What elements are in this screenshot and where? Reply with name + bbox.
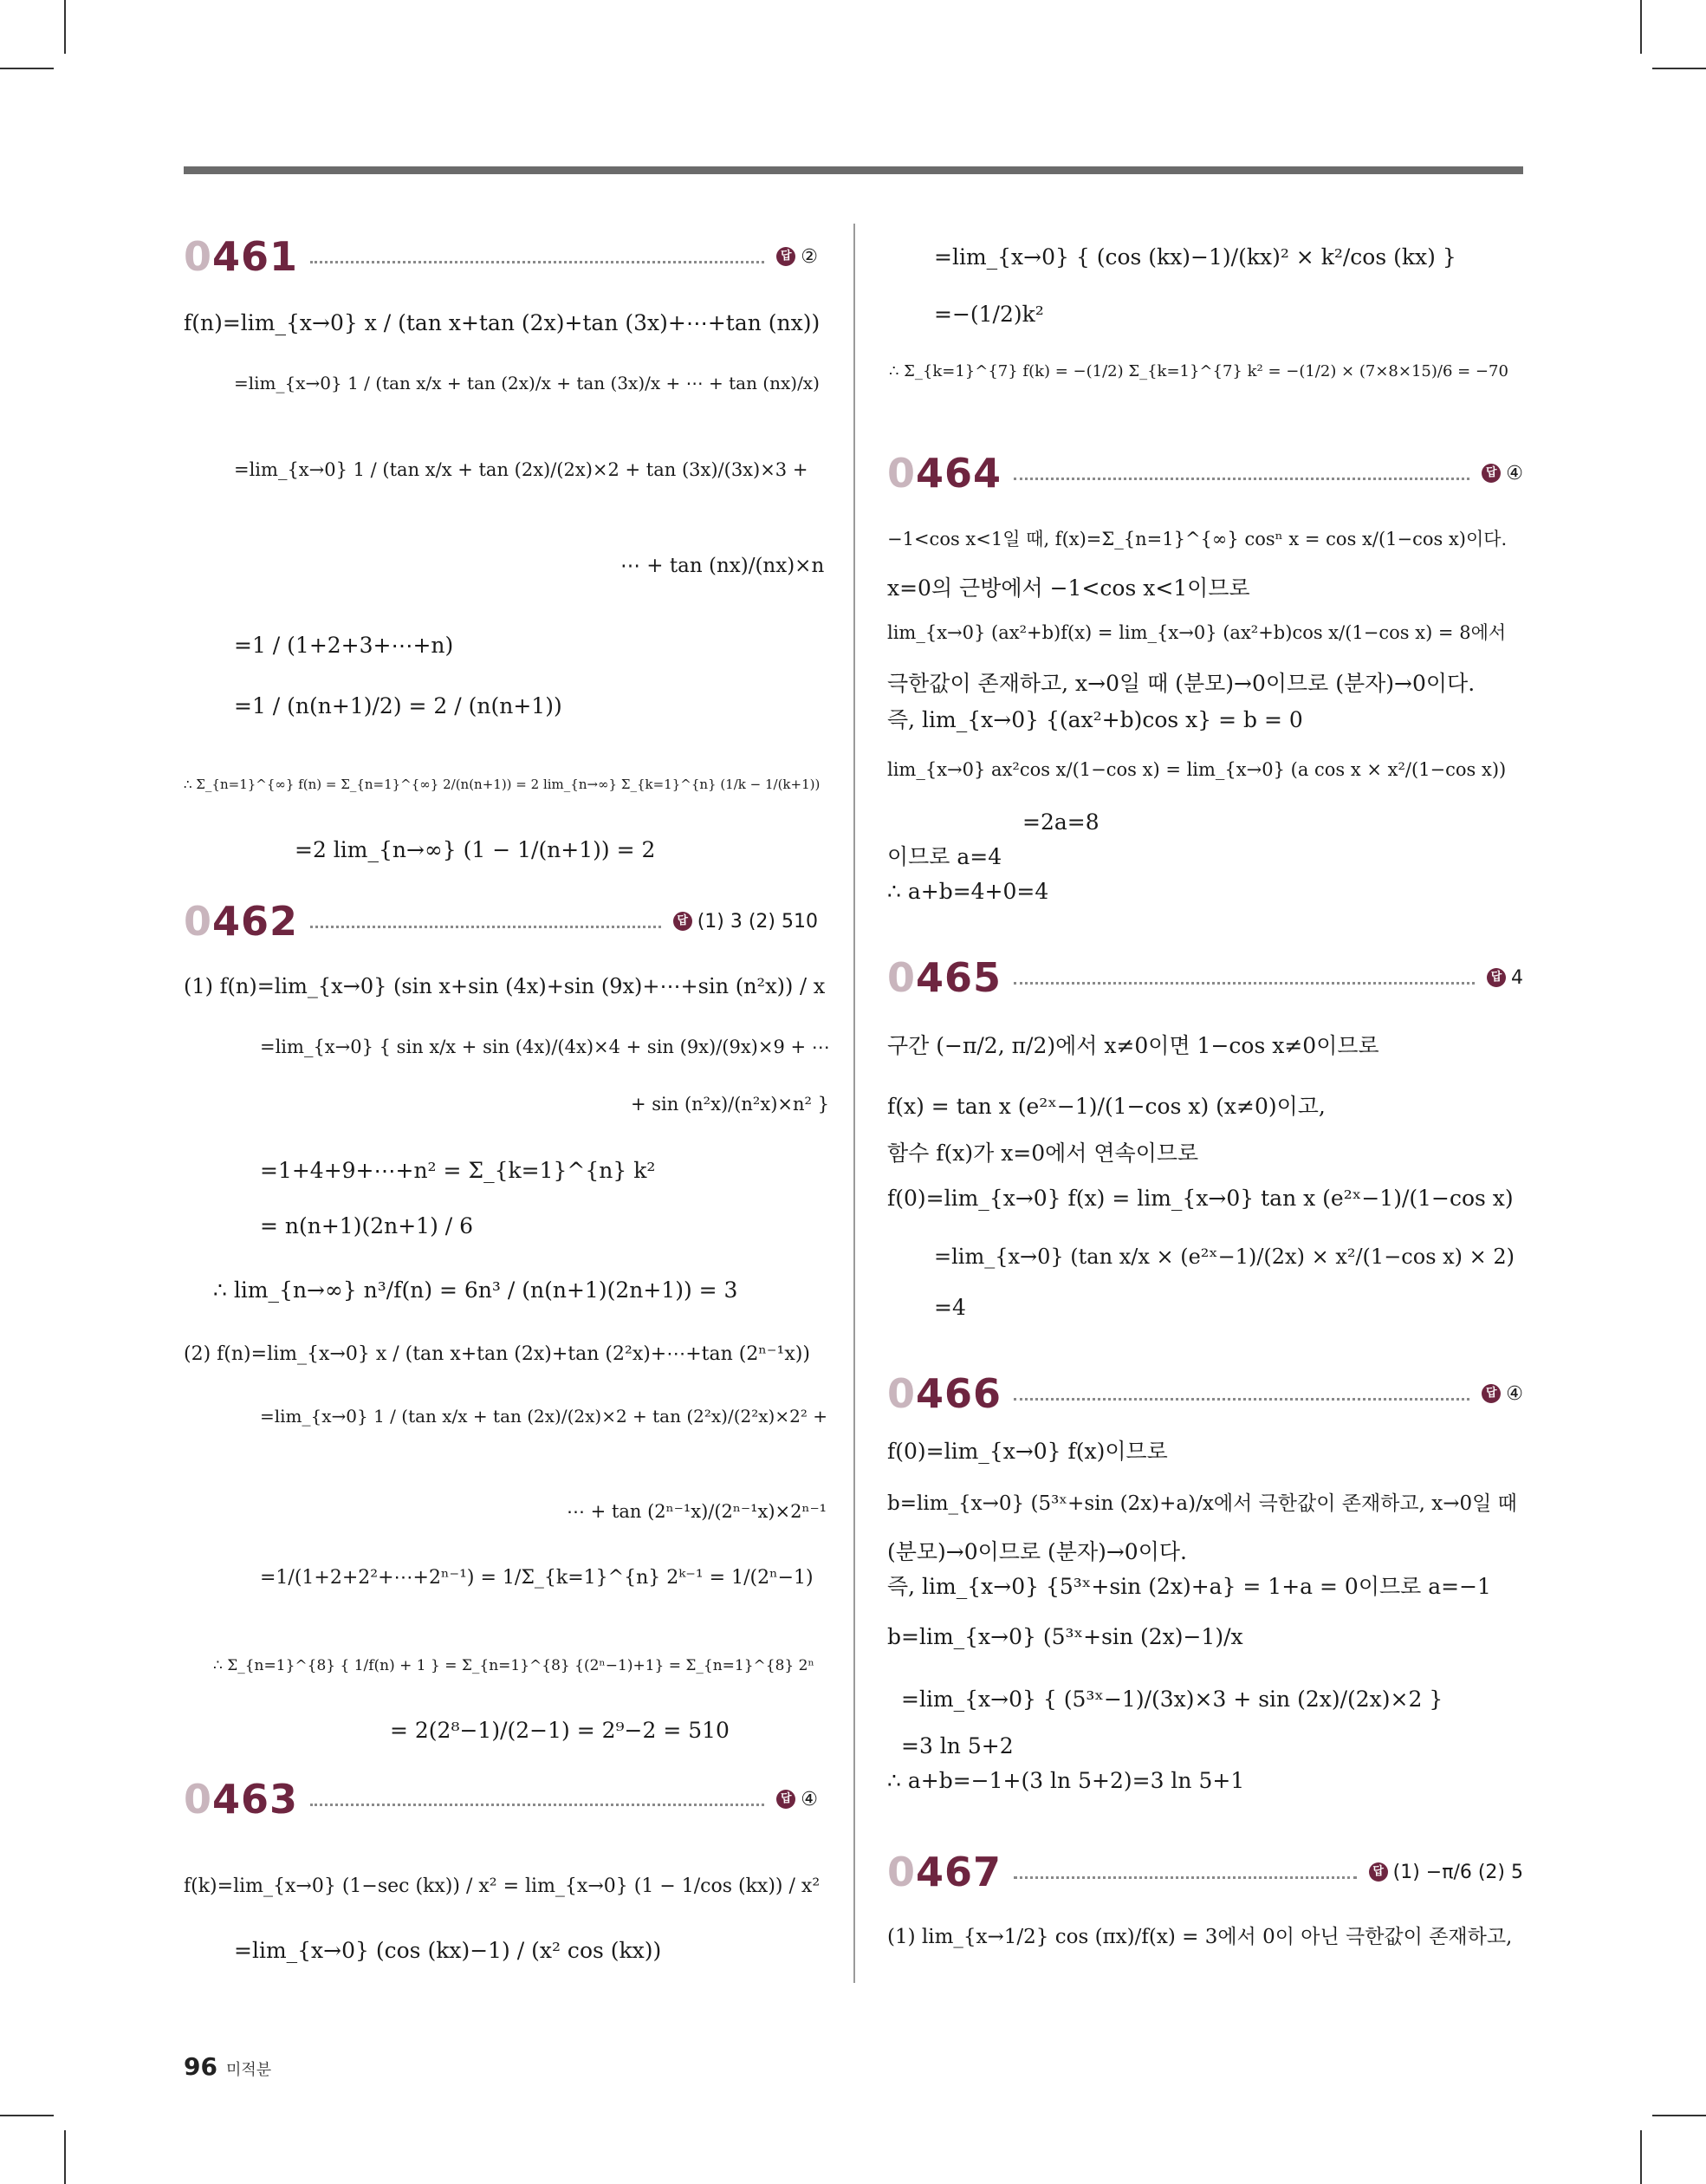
answer-icon: 답: [1482, 464, 1501, 483]
solution-line: 즉, lim_{x→0} {(ax²+b)cos x} = b = 0: [887, 707, 1303, 732]
solution-line: ∴ Σ_{k=1}^{7} f(k) = −(1/2) Σ_{k=1}^{7} k² = −(1/2) × (7×8×15)/6 = −70: [889, 362, 1508, 380]
solution-line: =−(1/2)k²: [934, 302, 1044, 327]
solution-line: (1) f(n)=lim_{x→0} (sin x+sin (4x)+sin (9x)+⋯+sin (n²x)) / x: [184, 974, 826, 998]
problem-header-0461: [184, 232, 818, 281]
crop-mark: [1640, 0, 1642, 54]
leader-dots: [1014, 1398, 1469, 1401]
solution-line: lim_{x→0} ax²cos x/(1−cos x) = lim_{x→0} (a cos x × x²/(1−cos x)): [887, 759, 1507, 780]
solution-line: =lim_{x→0} { (cos (kx)−1)/(kx)² × k²/cos (kx) }: [934, 244, 1456, 270]
problem-number: 0464: [887, 450, 1002, 497]
answer-label: [1369, 1862, 1523, 1883]
solution-line: ∴ Σ_{n=1}^{8} { 1/f(n) + 1 } = Σ_{n=1}^{8} {(2ⁿ−1)+1} = Σ_{n=1}^{8} 2ⁿ: [213, 1657, 814, 1674]
crop-mark: [0, 68, 54, 69]
crop-mark: [1640, 2130, 1642, 2184]
answer-icon: 답: [776, 247, 795, 266]
answer-label: [1482, 463, 1523, 484]
answer-label: [776, 246, 818, 268]
problem-header-0465: [887, 953, 1523, 1002]
answer-icon: 답: [776, 1790, 795, 1809]
solution-line: −1<cos x<1일 때, f(x)=Σ_{n=1}^{∞} cosⁿ x = cos x/(1−cos x)이다.: [887, 529, 1508, 549]
answer-value: ②: [801, 245, 818, 268]
problem-number: 0466: [887, 1370, 1002, 1417]
solution-line: ∴ a+b=4+0=4: [887, 879, 1049, 904]
solution-line: x=0의 근방에서 −1<cos x<1이므로: [887, 575, 1250, 601]
crop-mark: [0, 2115, 54, 2116]
solution-line: ⋯ + tan (nx)/(nx)×n: [620, 555, 825, 577]
solution-line: ∴ Σ_{n=1}^{∞} f(n) = Σ_{n=1}^{∞} 2/(n(n+1)) = 2 lim_{n→∞} Σ_{k=1}^{n} (1/k − 1/(k+1)): [184, 777, 821, 792]
page-number: 96: [184, 2052, 217, 2081]
solution-line: f(0)=lim_{x→0} f(x)이므로: [887, 1439, 1168, 1464]
leader-dots: [1014, 1876, 1357, 1879]
solution-line: =4: [934, 1295, 966, 1320]
answer-label: [1487, 967, 1523, 989]
crop-mark: [1652, 68, 1706, 69]
page-footer: [184, 2052, 271, 2081]
leader-dots: [1014, 982, 1475, 985]
solution-line: =1 / (1+2+3+⋯+n): [234, 633, 454, 658]
problem-header-0462: [184, 897, 818, 946]
solution-line: =1+4+9+⋯+n² = Σ_{k=1}^{n} k²: [260, 1158, 656, 1183]
crop-mark: [1652, 2115, 1706, 2116]
answer-value: 4: [1511, 966, 1523, 989]
answer-icon: 답: [1482, 1384, 1501, 1403]
problem-header-0463: [184, 1775, 818, 1823]
solution-line: lim_{x→0} (ax²+b)f(x) = lim_{x→0} (ax²+b)cos x/(1−cos x) = 8에서: [887, 622, 1507, 643]
header-rule: [184, 166, 1523, 174]
solution-line: =2 lim_{n→∞} (1 − 1/(n+1)) = 2: [295, 837, 656, 862]
solution-line: b=lim_{x→0} (5³ˣ+sin (2x)−1)/x: [887, 1624, 1243, 1649]
crop-mark: [64, 0, 66, 54]
problem-number: 0465: [887, 954, 1002, 1001]
subject-label: 미적분: [225, 2061, 272, 2079]
problem-header-0464: [887, 449, 1523, 497]
solution-line: f(n)=lim_{x→0} x / (tan x+tan (2x)+tan (3x)+⋯+tan (nx)): [184, 310, 821, 335]
solution-line: f(0)=lim_{x→0} f(x) = lim_{x→0} tan x (e²ˣ−1)/(1−cos x): [887, 1186, 1514, 1211]
solution-line: =lim_{x→0} 1 / (tan x/x + tan (2x)/x + tan (3x)/x + ⋯ + tan (nx)/x): [234, 373, 820, 393]
problem-number: 0463: [184, 1776, 299, 1823]
solution-line: =1/(1+2+2²+⋯+2ⁿ⁻¹) = 1/Σ_{k=1}^{n} 2ᵏ⁻¹ = 1/(2ⁿ−1): [260, 1567, 814, 1589]
leader-dots: [310, 261, 764, 263]
solution-line: =lim_{x→0} (cos (kx)−1) / (x² cos (kx)): [234, 1938, 662, 1963]
problem-number: 0462: [184, 898, 299, 945]
solution-line: 이므로 a=4: [887, 844, 1002, 869]
leader-dots: [1014, 478, 1469, 480]
answer-value: ④: [801, 1788, 818, 1810]
solution-line: (분모)→0이므로 (분자)→0이다.: [887, 1539, 1187, 1564]
solution-line: ⋯ + tan (2ⁿ⁻¹x)/(2ⁿ⁻¹x)×2ⁿ⁻¹: [567, 1501, 827, 1522]
solution-line: =lim_{x→0} { (5³ˣ−1)/(3x)×3 + sin (2x)/(2x)×2 }: [901, 1687, 1443, 1712]
solution-line: f(k)=lim_{x→0} (1−sec (kx)) / x² = lim_{x→0} (1 − 1/cos (kx)) / x²: [184, 1875, 821, 1897]
solution-line: (2) f(n)=lim_{x→0} x / (tan x+tan (2x)+tan (2²x)+⋯+tan (2ⁿ⁻¹x)): [184, 1343, 810, 1365]
solution-line: 즉, lim_{x→0} {5³ˣ+sin (2x)+a} = 1+a = 0이므로 a=−1: [887, 1574, 1491, 1599]
solution-line: =3 ln 5+2: [901, 1733, 1014, 1758]
solution-line: + sin (n²x)/(n²x)×n² }: [631, 1094, 829, 1115]
solution-line: =1 / (n(n+1)/2) = 2 / (n(n+1)): [234, 693, 562, 718]
solution-line: 구간 (−π/2, π/2)에서 x≠0이면 1−cos x≠0이므로: [887, 1033, 1379, 1058]
crop-mark: [64, 2130, 66, 2184]
solution-line: ∴ a+b=−1+(3 ln 5+2)=3 ln 5+1: [887, 1768, 1245, 1793]
solution-line: =lim_{x→0} (tan x/x × (e²ˣ−1)/(2x) × x²/(1−cos x) × 2): [934, 1245, 1515, 1269]
answer-value: ④: [1506, 462, 1523, 484]
solution-line: =2a=8: [1022, 809, 1099, 835]
problem-header-0467: [887, 1848, 1523, 1896]
answer-icon: 답: [673, 912, 692, 931]
answer-label: [1482, 1383, 1523, 1405]
solution-line: f(x) = tan x (e²ˣ−1)/(1−cos x) (x≠0)이고,: [887, 1094, 1326, 1119]
leader-dots: [310, 926, 661, 928]
leader-dots: [310, 1804, 764, 1806]
answer-icon: 답: [1487, 968, 1506, 987]
solution-line: 극한값이 존재하고, x→0일 때 (분모)→0이므로 (분자)→0이다.: [887, 671, 1476, 696]
problem-number: 0467: [887, 1849, 1002, 1895]
solution-line: = 2(2⁸−1)/(2−1) = 2⁹−2 = 510: [390, 1718, 730, 1743]
problem-header-0466: [887, 1369, 1523, 1418]
answer-label: [776, 1789, 818, 1810]
answer-value: ④: [1506, 1382, 1523, 1405]
solution-line: b=lim_{x→0} (5³ˣ+sin (2x)+a)/x에서 극한값이 존재하고, x→0일 때: [887, 1492, 1517, 1515]
solution-line: =lim_{x→0} 1 / (tan x/x + tan (2x)/(2x)×2 + tan (2²x)/(2²x)×2² +: [260, 1406, 827, 1427]
solution-line: ∴ lim_{n→∞} n³/f(n) = 6n³ / (n(n+1)(2n+1)) = 3: [213, 1277, 738, 1303]
answer-value: (1) −π/6 (2) 5: [1392, 1861, 1523, 1883]
answer-icon: 답: [1369, 1862, 1388, 1882]
solution-line: (1) lim_{x→1/2} cos (πx)/f(x) = 3에서 0이 아닌 극한값이 존재하고,: [887, 1926, 1513, 1948]
solution-line: 함수 f(x)가 x=0에서 연속이므로: [887, 1141, 1199, 1166]
answer-value: (1) 3 (2) 510: [697, 910, 818, 933]
problem-number: 0461: [184, 233, 299, 280]
column-divider: [853, 224, 855, 1983]
solution-line: = n(n+1)(2n+1) / 6: [260, 1213, 474, 1238]
solution-line: =lim_{x→0} 1 / (tan x/x + tan (2x)/(2x)×2 + tan (3x)/(3x)×3 +: [234, 459, 808, 480]
solution-line: =lim_{x→0} { sin x/x + sin (4x)/(4x)×4 + sin (9x)/(9x)×9 + ⋯: [260, 1037, 830, 1057]
answer-label: [673, 911, 818, 933]
